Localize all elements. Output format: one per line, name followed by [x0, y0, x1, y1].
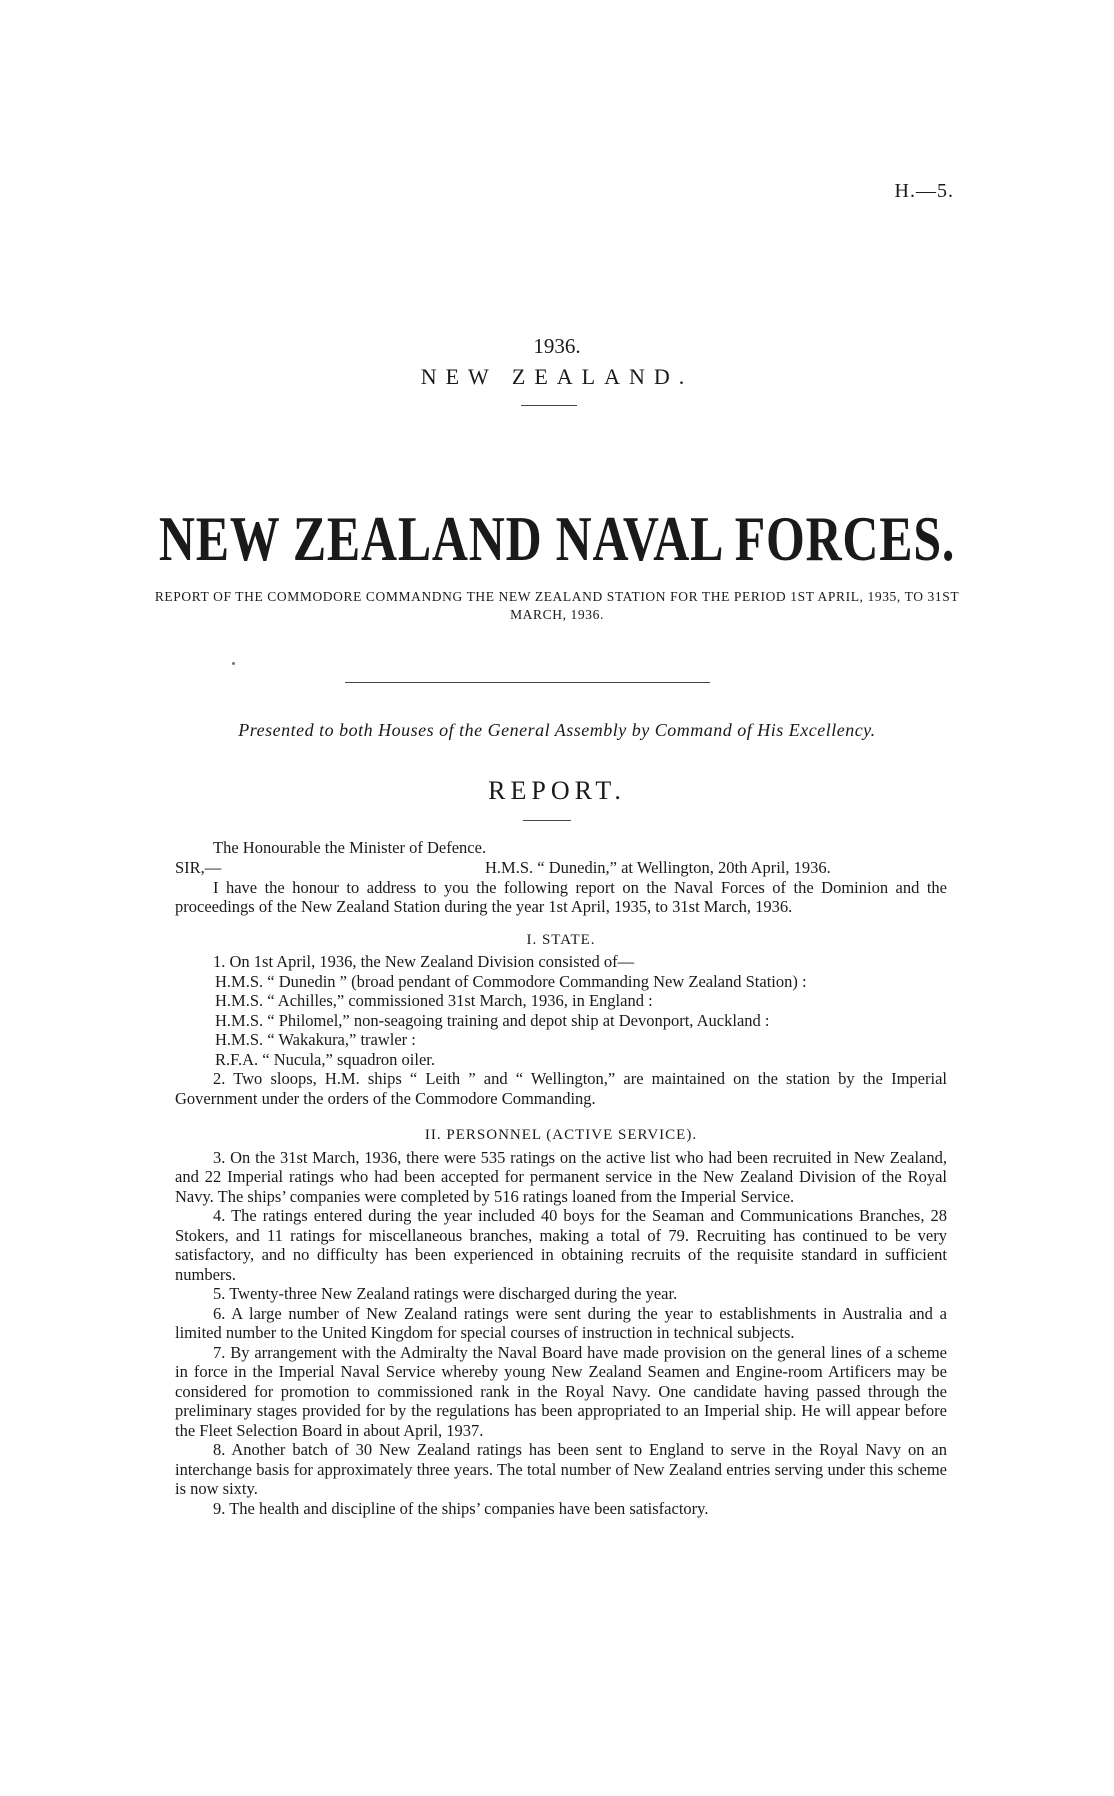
document-year: 1936. [533, 334, 581, 358]
report-subtitle: REPORT OF THE COMMODORE COMMANDNG THE NEW ZEALAND STATION FOR THE PERIOD 1ST APRIL, 1935, TO 31ST MARCH, 1936. [154, 589, 960, 622]
section-heading-state: I. STATE. [526, 931, 596, 948]
list-item: H.M.S. “ Wakakura,” trawler : [215, 1030, 416, 1049]
personnel-paragraph: 3. On the 31st March, 1936, there were 535 ratings on the active list who had been recruited in New Zealand, and 22 Imperial ratings who had been accepted for permanent service in the New Zealand Division of the Royal Navy. The ships’ companies were completed by 516 ratings loaned from the Imperial Service. [175, 1147, 947, 1206]
personnel-paragraph: 4. The ratings entered during the year included 40 boys for the Seaman and Communications Branches, 28 Stokers, and 11 ratings for miscellaneous branches, making a total of 79. Recruiting has continued to be very satisfactory, and no difficulty has been experienced in obtaining recruits of the requisite standard in sufficient numbers. [175, 1206, 947, 1284]
print-speck [232, 662, 235, 665]
report-heading: REPORT. [488, 776, 626, 805]
personnel-paragraph: 6. A large number of New Zealand ratings were sent during the year to establishments in Australia and a limited number to the United Kingdom for special courses of instruction in technical subjects. [175, 1303, 947, 1342]
personnel-paragraph: 5. Twenty-three New Zealand ratings were discharged during the year. [213, 1284, 678, 1303]
personnel-paragraph: 8. Another batch of 30 New Zealand ratings has been sent to England to serve in the Royal Navy on an interchange basis for approximately three years. The total number of New Zealand entries serving under this scheme is now sixty. [175, 1440, 947, 1498]
presented-line: Presented to both Houses of the General Assembly by Command of His Excellency. [238, 720, 876, 740]
list-item: R.F.A. “ Nucula,” squadron oiler. [215, 1049, 436, 1069]
location-date: H.M.S. “ Dunedin,” at Wellington, 20th April, 1936. [485, 857, 831, 877]
divider [521, 405, 577, 406]
divider [523, 820, 571, 821]
document-reference: H.—5. [894, 180, 954, 202]
section-heading-personnel: II. PERSONNEL (ACTIVE SERVICE). [424, 1127, 698, 1143]
state-paragraph-2: 2. Two sloops, H.M. ships “ Leith ” and “ Wellington,” are maintained on the station by the Imperial Government under the orders of the Commodore Commanding. [175, 1069, 947, 1108]
intro-paragraph: I have the honour to address to you the following report on the Naval Forces of the Dominion and the proceedings of the New Zealand Station during the year 1st April, 1935, to 31st March, 1936. [175, 877, 947, 916]
divider [345, 682, 710, 683]
report-body [175, 838, 947, 1518]
salutation-row [175, 858, 947, 878]
list-item: H.M.S. “ Achilles,” commissioned 31st March, 1936, in England : [215, 991, 653, 1010]
personnel-paragraph: 7. By arrangement with the Admiralty the Naval Board have made provision on the general lines of a scheme in force in the Imperial Naval Service whereby young New Zealand Seamen and Engine-room Artificers may be considered for promotion to commissioned rank in the Royal Navy. One candidate having passed through the preliminary stages provided for by the regulations has been appropriated to an Imperial ship. He will appear before the Fleet Selection Board in about April, 1937. [175, 1342, 947, 1440]
main-title: NEW ZEALAND NAVAL FORCES. [158, 503, 956, 574]
state-paragraph-1: 1. On 1st April, 1936, the New Zealand Division consisted of— [213, 952, 635, 971]
list-item: H.M.S. “ Dunedin ” (broad pendant of Commodore Commanding New Zealand Station) : [215, 971, 807, 991]
ship-list [175, 972, 947, 1070]
salutation: SIR,— [175, 857, 222, 877]
addressee: The Honourable the Minister of Defence. [213, 838, 487, 857]
country-heading: NEW ZEALAND. [420, 364, 694, 389]
personnel-paragraph: 9. The health and discipline of the ships’ companies have been satisfactory. [213, 1498, 709, 1518]
list-item: H.M.S. “ Philomel,” non-seagoing training and depot ship at Devonport, Auckland : [215, 1010, 770, 1030]
